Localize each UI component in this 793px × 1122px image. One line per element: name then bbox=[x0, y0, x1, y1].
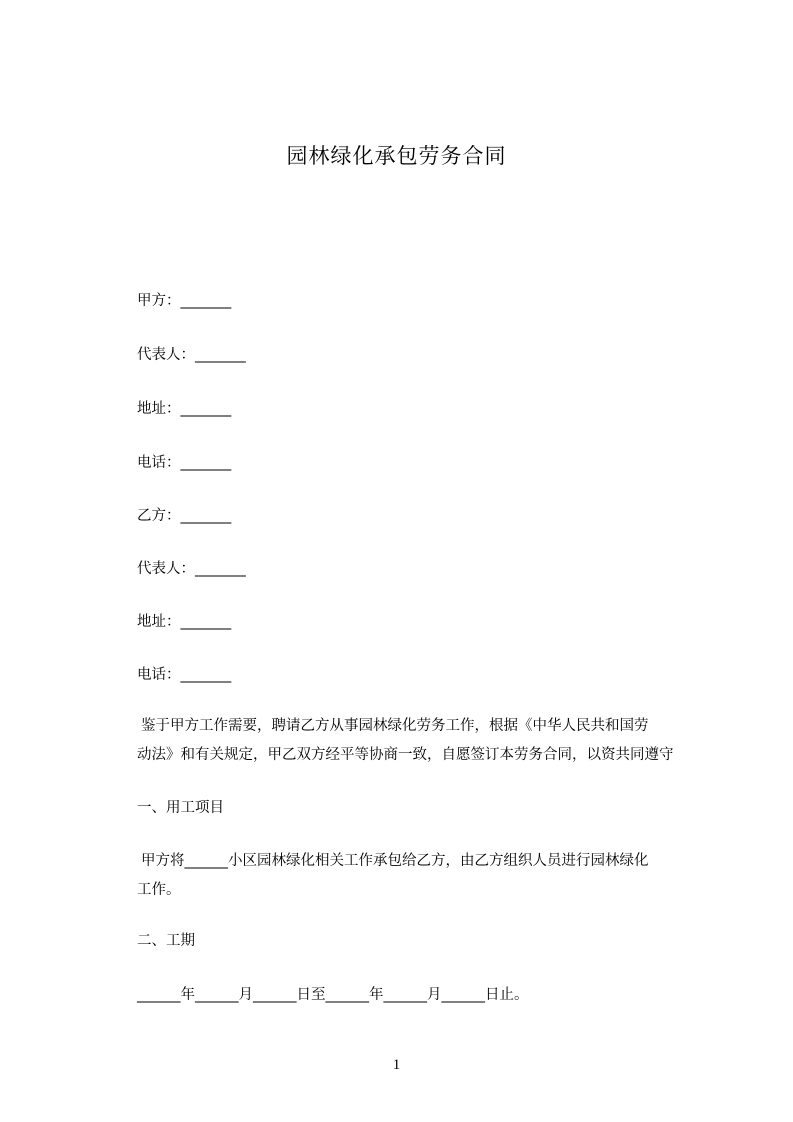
document-title: 园林绿化承包劳务合同 bbox=[286, 144, 507, 168]
party-b-name-line: 乙方：_______ bbox=[137, 508, 232, 524]
party-b-representative-line: 代表人：_______ bbox=[137, 561, 246, 577]
party-a-phone-line: 电话：_______ bbox=[137, 455, 232, 471]
page-number: 1 bbox=[392, 1057, 401, 1073]
party-a-representative-line: 代表人：_______ bbox=[137, 347, 246, 363]
section-1-line-2: 工作。 bbox=[137, 882, 181, 898]
section-1-heading: 一、用工项目 bbox=[137, 800, 224, 816]
preamble-paragraph bbox=[137, 712, 715, 770]
party-b-phone-line: 电话：_______ bbox=[137, 667, 232, 683]
section-2-heading: 二、工期 bbox=[137, 933, 195, 949]
section-1-line-1: 甲方将______小区园林绿化相关工作承包给乙方，由乙方组织人员进行园林绿化 bbox=[141, 853, 649, 869]
section-2-date-range: ______年______月______日至______年______月______日止。 bbox=[137, 987, 529, 1003]
section-1-paragraph bbox=[137, 847, 715, 905]
party-b-address-line: 地址：_______ bbox=[137, 614, 232, 630]
preamble-line-1: 鉴于甲方工作需要，聘请乙方从事园林绿化劳务工作，根据《中华人民共和国劳 bbox=[141, 718, 649, 734]
preamble-line-2: 动法》和有关规定，甲乙双方经平等协商一致，自愿签订本劳务合同，以资共同遵守 bbox=[137, 747, 674, 763]
party-a-name-line: 甲方：_______ bbox=[137, 293, 232, 309]
party-a-address-line: 地址：_______ bbox=[137, 401, 232, 417]
